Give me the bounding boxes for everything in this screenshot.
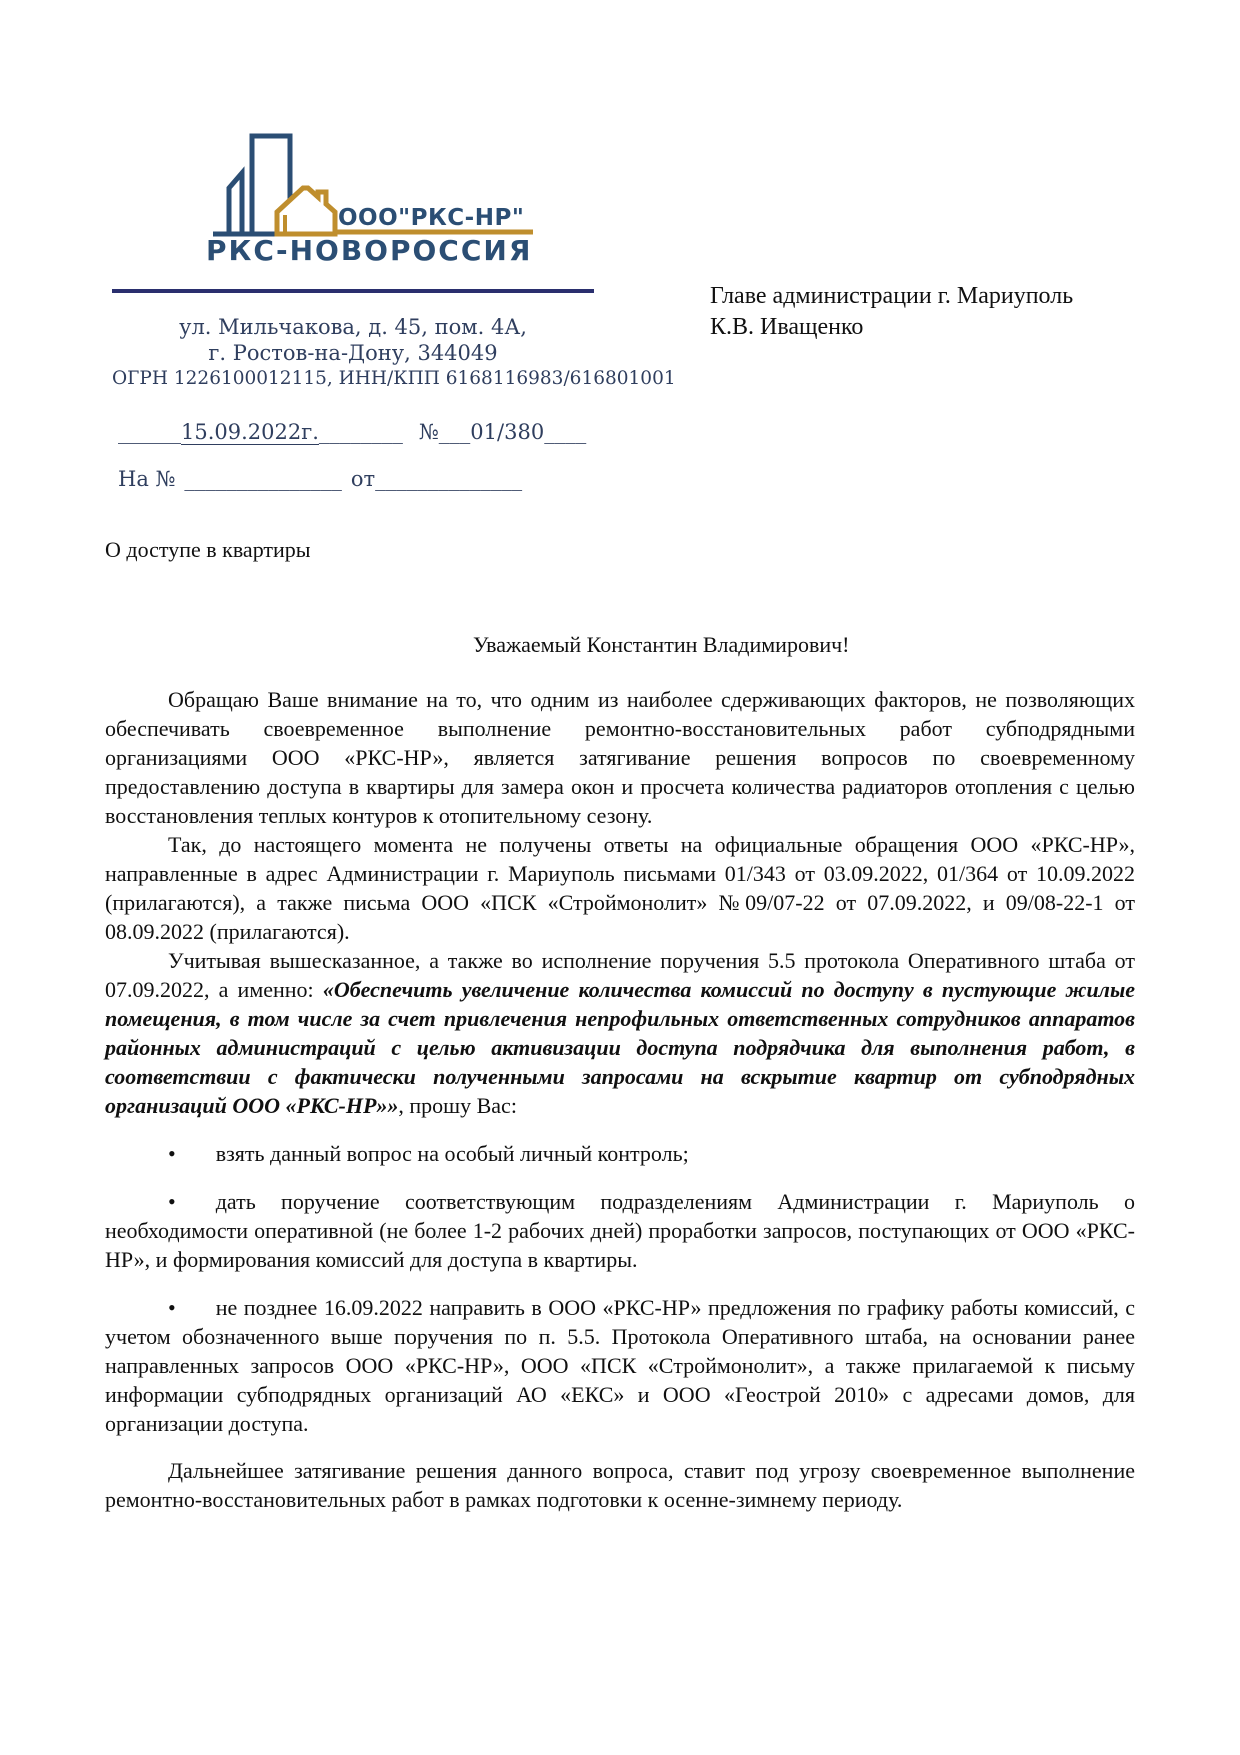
address-street: ул. Мильчакова, д. 45, пом. 4А, xyxy=(179,315,527,339)
blank-line: ____ xyxy=(544,420,587,444)
recipient-block xyxy=(710,281,1073,343)
paragraph-3-quoted-order: «Обеспечить увеличение количества комиссий по доступу в пустующие жилые помещения, в том числе за счет привлечения непрофильных ответственных сотрудников аппаратов районных администраций с целью активизации доступа подрядчика для выполнения работ, в соответствии с фактически полученными запросами на вскрытие квартир от субподрядных организаций ООО «РКС-НР»» xyxy=(105,977,1135,1118)
number-sign: № xyxy=(418,420,439,444)
bullet-item-3 xyxy=(105,1293,1135,1438)
bullet-1-text: взять данный вопрос на особый личный контроль; xyxy=(215,1141,689,1166)
bullet-icon: • xyxy=(168,1141,176,1166)
bullet-icon: • xyxy=(168,1295,176,1320)
date-number-line xyxy=(118,420,586,444)
reply-reference-line xyxy=(118,467,522,491)
company-short-name: ООО"РКС-НР" xyxy=(338,205,525,231)
salutation: Уважаемый Константин Владимирович! xyxy=(473,632,850,657)
reply-date-label: от xyxy=(350,467,376,491)
bullet-item-2 xyxy=(105,1187,1135,1274)
letter-subject: О доступе в квартиры xyxy=(105,537,311,562)
paragraph-2: Так, до настоящего момента не получены ответы на официальные обращения ООО «РКС-НР», направленные в адрес Администрации г. Мариуполь письмами 01/343 от 03.09.2022, 01/364 от 10.09.2022 (прилагаются), а также письма ООО «ПСК «Строймонолит» №09/07-22 от 07.09.2022, и 09/08-22-1 от 08.09.2022 (прилагаются). xyxy=(105,832,1135,944)
blank-line: ______ xyxy=(118,420,181,444)
letter-number: 01/380 xyxy=(470,420,545,444)
letter-body xyxy=(105,630,1135,1514)
bullet-item-1 xyxy=(105,1139,1135,1168)
closing-paragraph: Дальнейшее затягивание решения данного вопроса, ставит под угрозу своевременное выполнение ремонтно-восстановительных работ в рамках подготовки к осенне-зимнему периоду. xyxy=(105,1458,1135,1512)
paragraph-3-intro: Учитывая вышесказанное, а также во исполнение поручения 5.5 протокола Оперативного штаба от 07.09.2022, а именно: xyxy=(105,948,1135,1002)
letterhead-divider xyxy=(112,289,594,293)
blank-line: _______________ xyxy=(184,467,342,491)
bullet-icon: • xyxy=(168,1189,176,1214)
recipient-name: К.В. Иващенко xyxy=(710,314,864,340)
blank-line: ___ xyxy=(438,420,471,444)
address-city: г. Ростов-на-Дону, 344049 xyxy=(208,341,498,365)
paragraph-3-request: , прошу Вас: xyxy=(398,1093,517,1118)
bullet-3-text: не позднее 16.09.2022 направить в ООО «РКС-НР» предложения по графику работы комиссий, с учетом обозначенного выше поручения по п. 5.5. Протокола Оперативного штаба, на основании ранее направленных запросов ООО «РКС-НР», ООО «ПСК «Строймонолит», а также прилагаемой к письму информации субподрядных организаций АО «ЕКС» и ООО «Геострой 2010» с адресами домов, для организации доступа. xyxy=(105,1295,1135,1436)
paragraph-1: Обращаю Ваше внимание на то, что одним из наиболее сдерживающих факторов, не позволяющих обеспечивать своевременное выполнение ремонтно-восстановительных работ субподрядными организациями ООО «РКС-НР», является затягивание решения вопросов по своевременному предоставлению доступа в квартиры для замера окон и просчета количества радиаторов отопления с целью восстановления теплых контуров к отопительному сезону. xyxy=(105,687,1135,828)
paragraph-3 xyxy=(105,946,1135,1120)
blank-line: ________ xyxy=(318,420,403,444)
company-address-block xyxy=(112,314,676,391)
letter-date: 15.09.2022г. xyxy=(181,420,319,444)
reply-number-label: На № xyxy=(118,467,176,491)
recipient-title: Главе администрации г. Мариуполь xyxy=(710,283,1074,309)
company-name: РКС-НОВОРОССИЯ xyxy=(206,234,533,267)
bullet-2-text: дать поручение соответствующим подразделениям Администрации г. Мариуполь о необходимости оперативной (не более 1-2 рабочих дней) проработки запросов, поступающих от ООО «РКС-НР», и формирования комиссий для доступа в квартиры. xyxy=(105,1189,1135,1272)
address-ogrn-inn: ОГРН 1226100012115, ИНН/КПП 6168116983/616801001 xyxy=(112,368,676,389)
blank-line: ______________ xyxy=(375,467,523,491)
